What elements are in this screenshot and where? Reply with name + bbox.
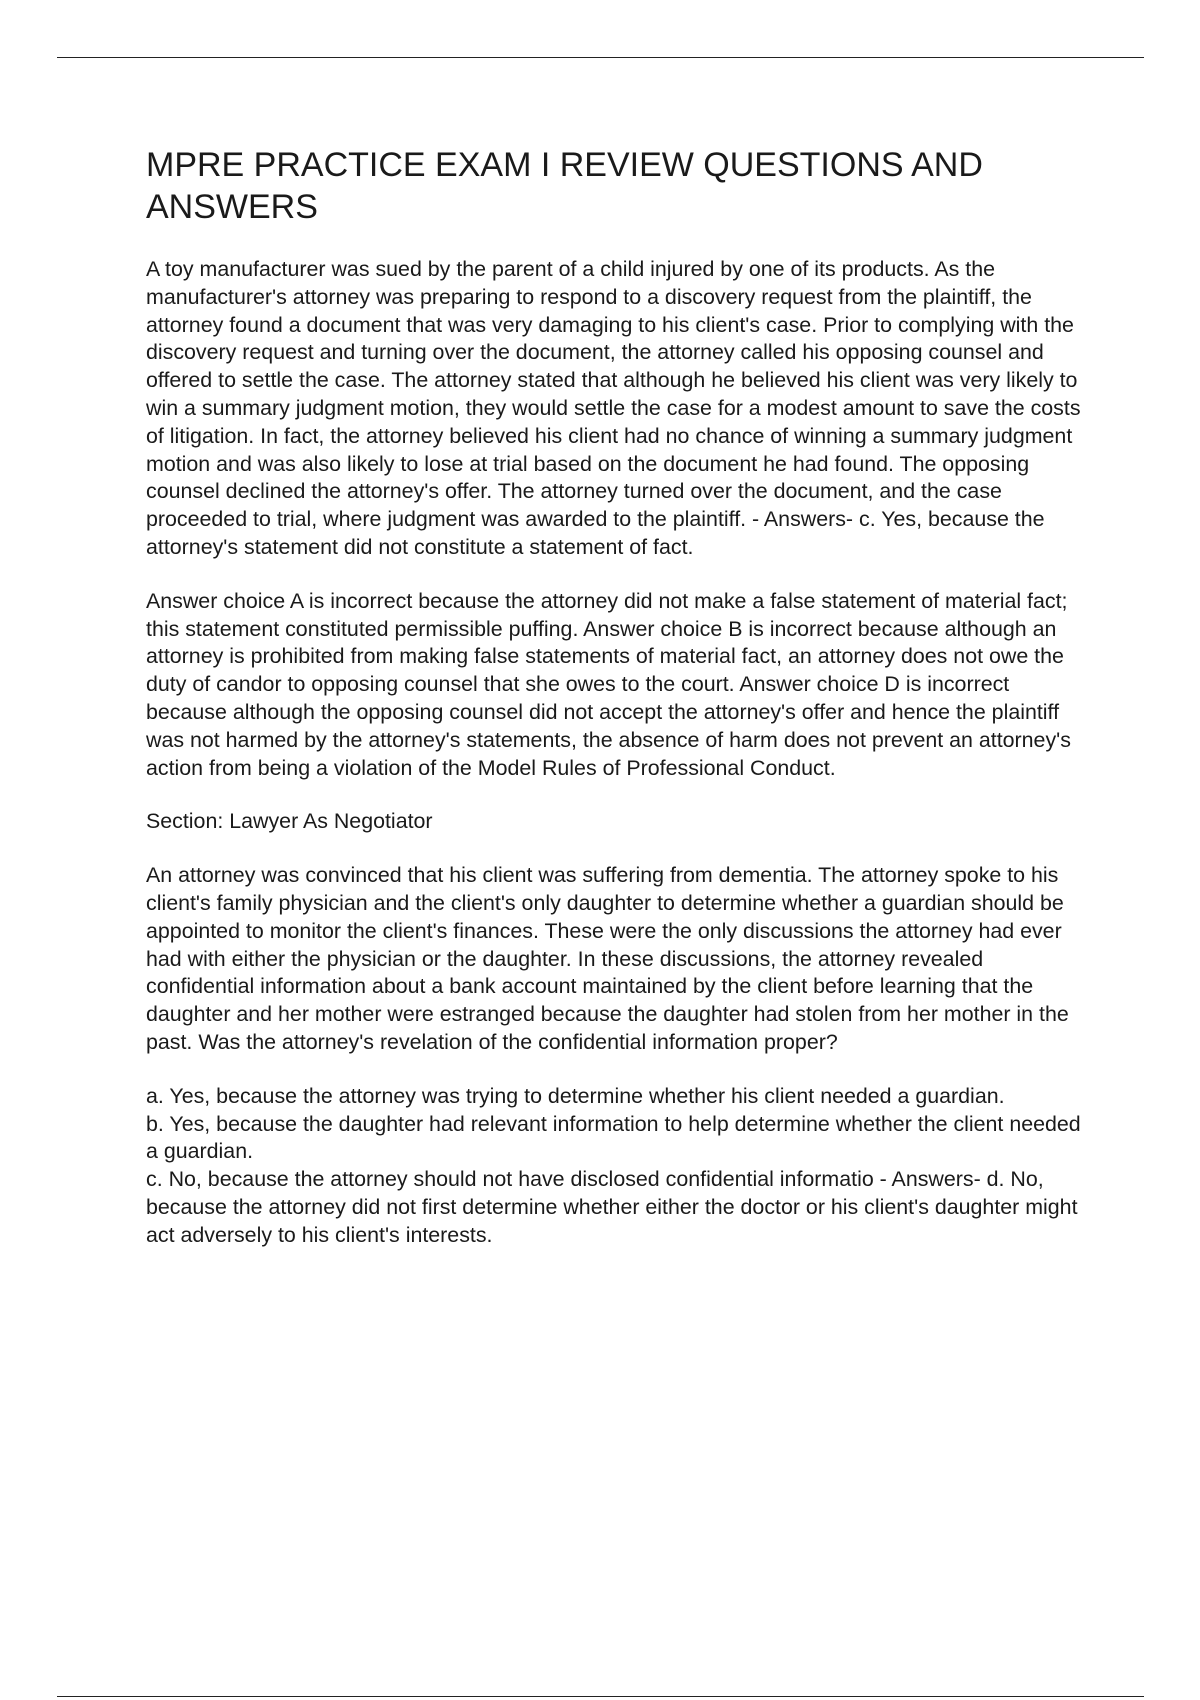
question-2-paragraph: An attorney was convinced that his client was suffering from dementia. The attorney spoke to his client's family physician and the client's only daughter to determine whether a guardian should be appointed to monitor the client's finances. These were the only discussions the attorney had ever had with either the physician or the daughter. In these discussions, the attorney revealed confidential information about a bank account maintained by the client before learning that the daughter and her mother were estranged because the daughter had stolen from her mother in the past. Was the attorney's revelation of the confidential information proper?	[146, 863, 1069, 1054]
question-1-paragraph: A toy manufacturer was sued by the parent of a child injured by one of its products. As the manufacturer's attorney was preparing to respond to a discovery request from the plaintiff, the attorney found a document that was very damaging to his client's case. Prior to complying with the discovery request and turning over the document, the attorney called his opposing counsel and offered to settle the case. The attorney stated that although he believed his client was very likely to win a summary judgment motion, they would settle the case for a modest amount to save the costs of litigation. In fact, the attorney believed his client had no chance of winning a summary judgment motion and was also likely to lose at trial based on the document he had found. The opposing counsel declined the attorney's offer. The attorney turned over the document, and the case proceeded to trial, where judgment was awarded to the plaintiff. - Answers- c. Yes, because the attorney's statement did not constitute a statement of fact.	[146, 257, 1081, 559]
answer-options	[146, 1083, 1096, 1250]
answer-option-a: a. Yes, because the attorney was trying to determine whether his client needed a guardian.	[146, 1083, 1005, 1108]
answer-explanation-paragraph: Answer choice A is incorrect because the attorney did not make a false statement of material fact; this statement constituted permissible puffing. Answer choice B is incorrect because although an attorney is prohibited from making false statements of material fact, an attorney does not owe the duty of candor to opposing counsel that she owes to the court. Answer choice D is incorrect because although the opposing counsel did not accept the attorney's offer and hence the plaintiff was not harmed by the attorney's statements, the absence of harm does not prevent an attorney's action from being a violation of the Model Rules of Professional Conduct.	[146, 588, 1071, 780]
answer-option-b: b. Yes, because the daughter had relevant information to help determine whether the client needed a guardian.	[146, 1111, 1081, 1164]
answer-option-c: c. No, because the attorney should not have disclosed confidential informatio - Answers- d. No, because the attorney did not first determine whether either the doctor or his client's daughter might act adversely to his client's interests.	[146, 1167, 1078, 1247]
document-body	[146, 144, 1096, 1250]
section-label: Section: Lawyer As Negotiator	[146, 809, 433, 834]
top-rule	[57, 57, 1144, 58]
bottom-rule	[57, 1696, 1144, 1697]
document-title: MPRE PRACTICE EXAM I REVIEW QUESTIONS AND ANSWERS	[146, 146, 983, 226]
